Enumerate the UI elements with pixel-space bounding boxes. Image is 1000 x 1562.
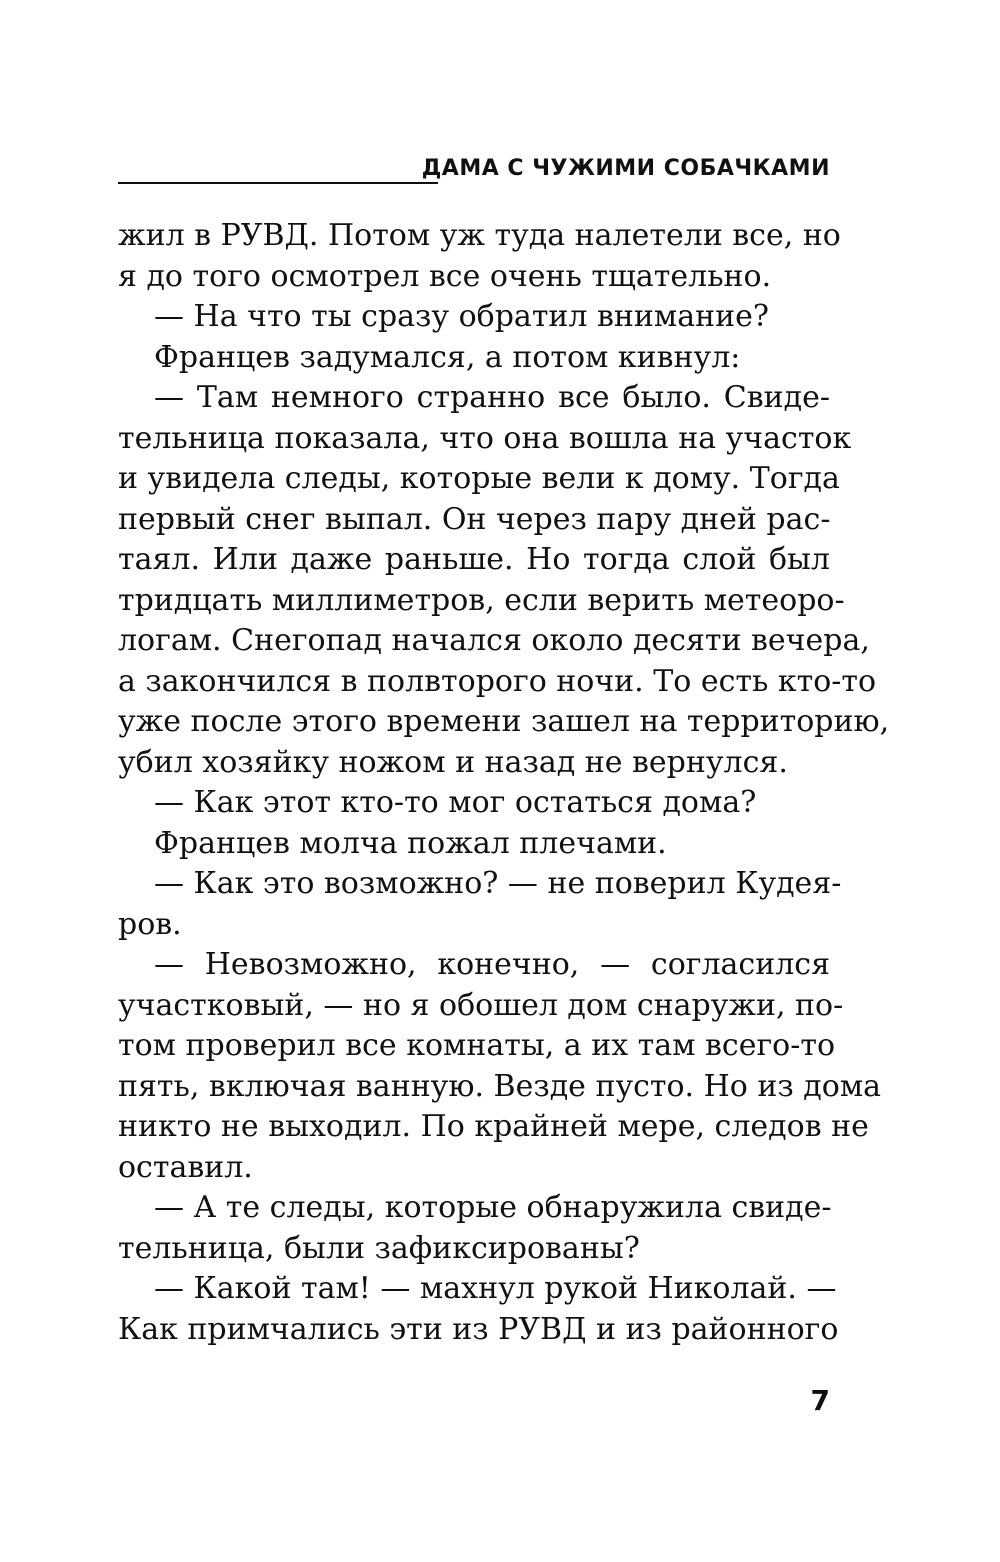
text-line: уже после этого времени зашел на территорию, xyxy=(118,704,890,739)
text-line: — Как этот кто-то мог остаться дома? xyxy=(154,785,757,820)
text-line: я до того осмотрел все очень тщательно. xyxy=(118,258,772,294)
text-line: оставил. xyxy=(118,1149,253,1185)
text-line: — Какой там! — махнул рукой Николай. — xyxy=(154,1271,837,1306)
text-line: убил хозяйку ножом и назад не вернулся. xyxy=(118,744,788,780)
text-line: логам. Снегопад начался около десяти вечера, xyxy=(118,623,870,658)
text-line: пять, включая ванную. Везде пусто. Но из дома xyxy=(118,1068,882,1104)
text-line: тельница показала, что она вошла на участок xyxy=(118,420,852,456)
text-line: участковый, — но я обошел дом снаружи, по- xyxy=(118,987,844,1023)
text-line: том проверил все комнаты, а их там всего-то xyxy=(118,1028,836,1063)
text-line: Как примчались эти из РУВД и из районного xyxy=(118,1311,839,1347)
text-line: первый снег выпал. Он через пару дней рас- xyxy=(118,501,831,537)
text-line: и увидела следы, которые вели к дому. Тогда xyxy=(118,461,840,496)
running-head-rule xyxy=(118,182,438,184)
text-line: таял. Или даже раньше. Но тогда слой был xyxy=(118,542,830,577)
text-line: тельница, были зафиксированы? xyxy=(118,1230,640,1266)
text-line: — Как это возможно? — не поверил Кудея- xyxy=(154,866,842,901)
text-line: ров. xyxy=(118,906,182,942)
text-line: а закончился в полвторого ночи. То есть кто-то xyxy=(118,663,877,699)
text-line: — На что ты сразу обратил внимание? xyxy=(154,299,769,334)
text-line: Францев задумался, а потом кивнул: xyxy=(154,339,741,375)
text-line: — Там немного странно все было. Свиде- xyxy=(154,380,830,415)
running-head xyxy=(118,152,830,188)
body-text xyxy=(118,216,890,1350)
text-line: Францев молча пожал плечами. xyxy=(154,825,667,861)
running-head-title: ДАМА С ЧУЖИМИ СОБАЧКАМИ xyxy=(421,156,830,181)
text-line: — А те следы, которые обнаружила свиде- xyxy=(154,1190,832,1225)
text-line: — Невозможно, конечно, — согласился xyxy=(154,947,830,982)
text-line: тридцать миллиметров, если верить метеоро- xyxy=(118,582,845,618)
text-line: жил в РУВД. Потом уж туда налетели все, но xyxy=(118,218,841,253)
text-line: никто не выходил. По крайней мере, следов не xyxy=(118,1109,869,1144)
page-number: 7 xyxy=(810,1384,830,1417)
